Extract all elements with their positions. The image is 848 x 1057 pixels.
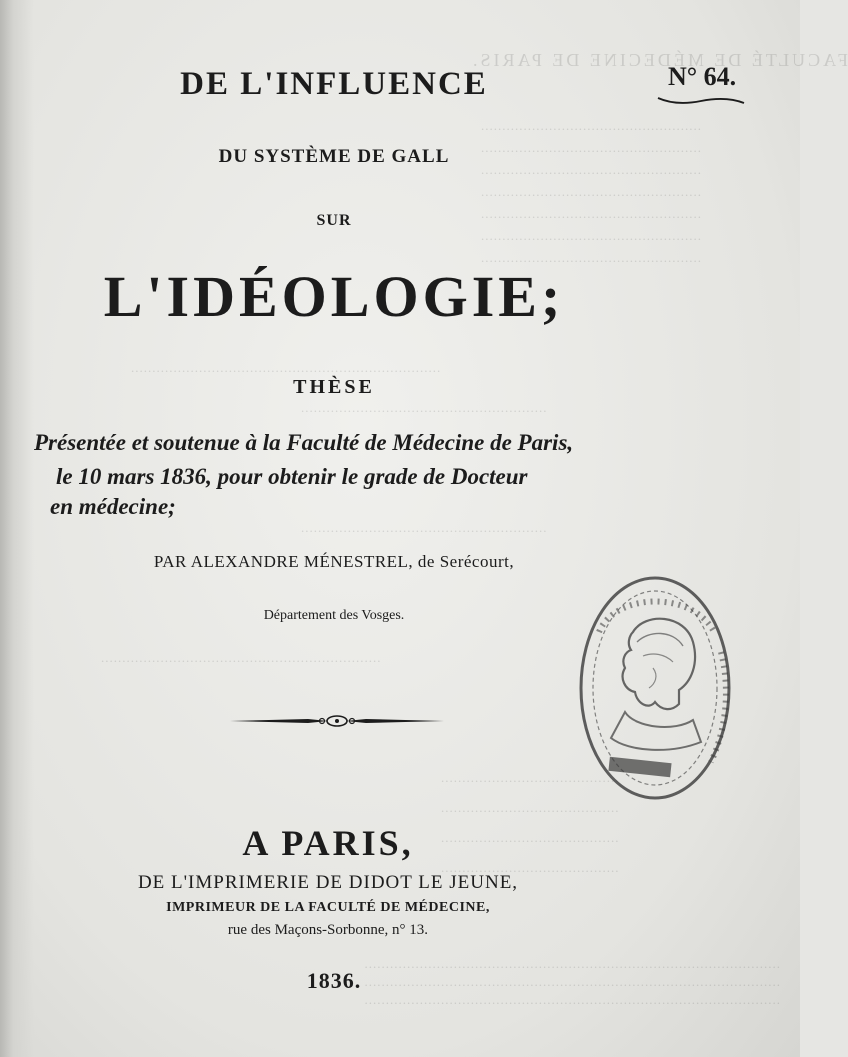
title-line-3: SUR — [316, 212, 352, 229]
bleed-through-text: .................................................... — [480, 184, 701, 199]
ornamental-rule — [228, 714, 446, 728]
thesis-heading: THÈSE — [293, 376, 375, 398]
bleed-through-text: .......................................... — [440, 800, 619, 815]
printer-title-line: IMPRIMEUR DE LA FACULTÉ DE MÉDECINE, — [166, 900, 490, 915]
bleed-through-text: .................................................... — [480, 206, 701, 221]
city-line: A PARIS, — [242, 823, 414, 863]
bleed-through-text: .................................................................................................. — [363, 974, 780, 989]
presentation-line-3: en médecine; — [50, 494, 176, 519]
bleed-through-text: .................................................................. — [100, 650, 381, 665]
bleed-through-text: ......................................................................... — [130, 360, 441, 375]
document-number: N° 64. — [668, 62, 737, 91]
bleed-through-text: .......................................... — [440, 860, 619, 875]
bleed-through-text: .................................................... — [480, 118, 701, 133]
library-stamp — [575, 572, 735, 804]
title-line-1: DE L'INFLUENCE — [180, 66, 488, 102]
bleed-through-text: .................................................... — [480, 250, 701, 265]
bleed-through-text: FACULTÉ DE MÉDECINE DE PARIS. — [470, 50, 848, 70]
bleed-through-text: .................................................................................................. — [363, 956, 780, 971]
number-flourish — [656, 94, 746, 108]
department-line: Département des Vosges. — [263, 608, 405, 623]
bleed-through-text: .................................................... — [480, 162, 701, 177]
bleed-through-text: .................................................................................................. — [363, 992, 780, 1007]
printer-line: DE L'IMPRIMERIE DE DIDOT LE JEUNE, — [137, 872, 519, 893]
presentation-line-1: Présentée et soutenue à la Faculté de Médecine de Paris, — [34, 430, 574, 455]
year-line: 1836. — [306, 968, 362, 993]
bleed-through-text: .................................................... — [480, 228, 701, 243]
address-line: rue des Maçons-Sorbonne, n° 13. — [227, 922, 429, 938]
bleed-through-text: .......................................................... — [300, 520, 547, 535]
bleed-through-text: .................................................... — [480, 140, 701, 155]
bleed-through-text: .......................................................... — [300, 400, 547, 415]
presentation-line-2: le 10 mars 1836, pour obtenir le grade de Docteur — [56, 464, 528, 489]
author-line: PAR ALEXANDRE MÉNESTREL, de Serécourt, — [153, 552, 515, 571]
title-line-2: DU SYSTÈME DE GALL — [218, 146, 450, 167]
main-title: L'IDÉOLOGIE; — [103, 264, 565, 329]
bleed-through-text: .......................................... — [440, 770, 619, 785]
bleed-through-text: .......................................... — [440, 830, 619, 845]
